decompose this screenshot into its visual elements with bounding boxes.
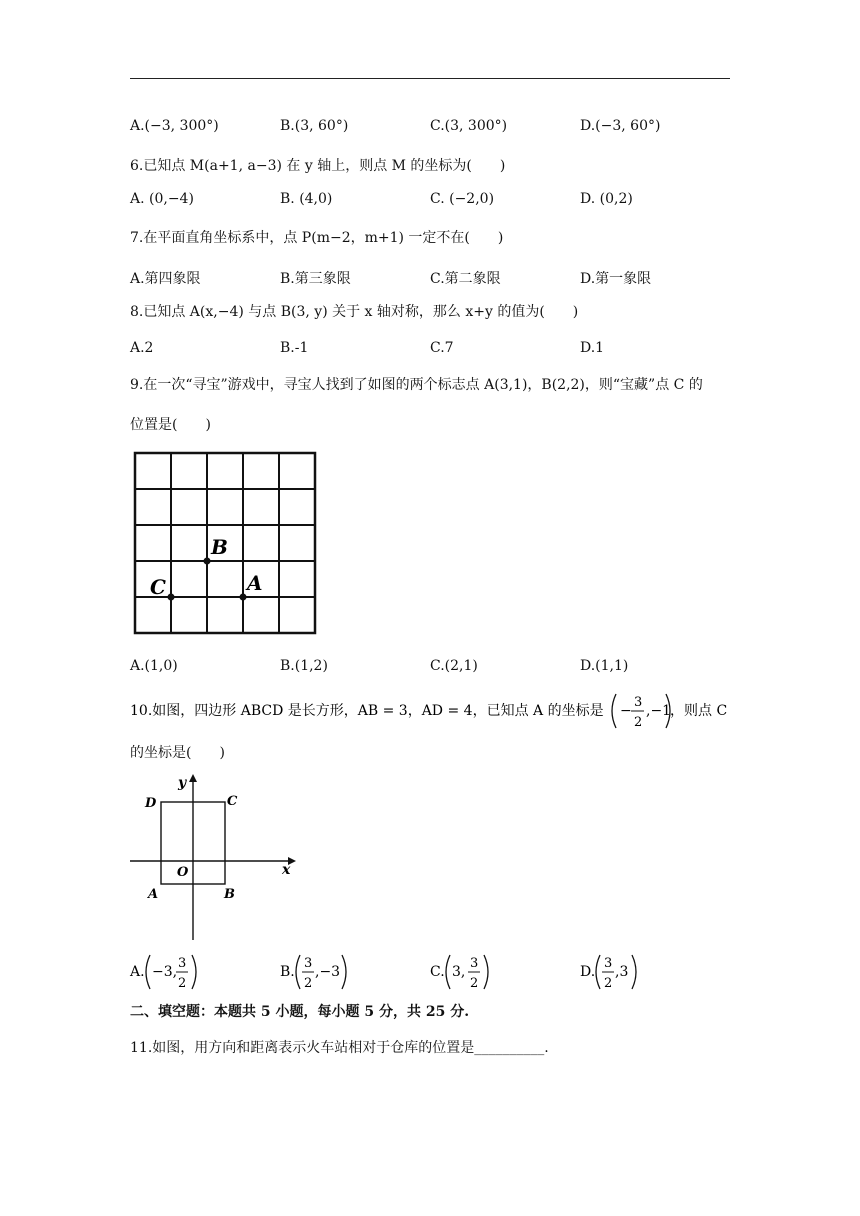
svg-text:D.: D. [580, 964, 596, 980]
svg-text:2: 2 [304, 976, 313, 991]
svg-text:D: D [145, 796, 157, 811]
svg-text:2: 2 [470, 976, 479, 991]
svg-text:3,: 3, [452, 964, 466, 980]
q8-option-a[interactable]: A.2 [130, 340, 154, 356]
q10-rectangle-figure [130, 770, 310, 945]
q6-option-a[interactable]: A. (0,−4) [130, 191, 194, 207]
q9-grid-figure [130, 449, 320, 635]
q9-label-b: B [211, 535, 228, 559]
q10-option-d[interactable] [580, 950, 660, 994]
q10-stem-tail: ，则点 C [670, 703, 728, 719]
svg-text:,−1: ,−1 [646, 703, 672, 719]
q5-option-b[interactable]: B.(3, 60°) [280, 118, 349, 134]
q5-option-d[interactable]: D.(−3, 60°) [580, 118, 661, 134]
q9-stem-line1: 9.在一次“寻宝”游戏中，寻宝人找到了如图的两个标志点 A(3,1)，B(2,2)，则“宝藏”点 C 的 [130, 377, 703, 393]
q7-stem: 7.在平面直角坐标系中，点 P(m−2，m+1) 一定不在( ) [130, 230, 504, 246]
svg-text:2: 2 [634, 715, 643, 730]
svg-text:3: 3 [470, 956, 479, 971]
svg-text:x: x [282, 862, 291, 878]
q6-option-c[interactable]: C. (−2,0) [430, 191, 495, 207]
q10-stem-text: 10.如图，四边形 ABCD 是长方形，AB = 3，AD = 4，已知点 A 的坐标是 [130, 703, 604, 719]
q10-stem-line2: 的坐标是( ) [130, 745, 225, 761]
q6-option-b[interactable]: B. (4,0) [280, 191, 333, 207]
svg-text:2: 2 [604, 976, 613, 991]
svg-text:B: B [224, 887, 235, 902]
q7-option-a[interactable]: A.第四象限 [130, 271, 201, 287]
q7-option-b[interactable]: B.第三象限 [280, 271, 351, 287]
q9-point-c [168, 594, 175, 601]
q6-option-d[interactable]: D. (0,2) [580, 191, 633, 207]
svg-text:3: 3 [604, 956, 613, 971]
svg-text:3: 3 [178, 956, 187, 971]
q9-stem-line2: 位置是( ) [130, 417, 211, 433]
q9-option-d[interactable]: D.(1,1) [580, 658, 629, 674]
q10-option-c[interactable] [430, 950, 510, 994]
q9-label-c: C [150, 575, 166, 599]
svg-text:O: O [177, 865, 189, 880]
q11-stem: 11.如图，用方向和距离表示火车站相对于仓库的位置是__________. [130, 1040, 549, 1056]
q5-option-a[interactable]: A.(−3, 300°) [130, 118, 219, 134]
svg-text:C: C [227, 794, 238, 809]
svg-text:y: y [178, 775, 187, 791]
svg-text:,3: ,3 [615, 964, 629, 980]
q9-label-a: A [247, 571, 263, 595]
q10-stem-line1 [130, 688, 734, 734]
q10-option-a[interactable] [130, 950, 210, 994]
svg-text:,−3: ,−3 [315, 964, 341, 980]
q9-point-b [204, 558, 211, 565]
svg-text:−3,: −3, [152, 964, 178, 980]
q10-option-b[interactable] [280, 950, 360, 994]
svg-text:2: 2 [178, 976, 187, 991]
svg-text:−: − [620, 703, 632, 719]
svg-text:3: 3 [304, 956, 313, 971]
svg-text:C.: C. [430, 964, 445, 980]
q9-point-a [240, 594, 247, 601]
svg-text:B.: B. [280, 964, 295, 980]
q6-stem: 6.已知点 M(a+1, a−3) 在 y 轴上，则点 M 的坐标为( ) [130, 158, 506, 174]
q9-option-a[interactable]: A.(1,0) [130, 658, 178, 674]
q9-option-c[interactable]: C.(2,1) [430, 658, 478, 674]
q8-option-d[interactable]: D.1 [580, 340, 605, 356]
q8-stem: 8.已知点 A(x,−4) 与点 B(3, y) 关于 x 轴对称，那么 x+y 的值为( ) [130, 304, 579, 320]
svg-text:A.: A. [130, 964, 145, 980]
q7-option-c[interactable]: C.第二象限 [430, 271, 501, 287]
q5-option-c[interactable]: C.(3, 300°) [430, 118, 508, 134]
svg-text:3: 3 [634, 695, 643, 710]
header-rule [130, 78, 730, 79]
svg-text:A: A [148, 887, 159, 902]
q8-option-b[interactable]: B.-1 [280, 340, 309, 356]
q7-option-d[interactable]: D.第一象限 [580, 271, 652, 287]
q8-option-c[interactable]: C.7 [430, 340, 454, 356]
section-title: 二、填空题：本题共 5 小题，每小题 5 分，共 25 分. [130, 1004, 470, 1020]
q9-option-b[interactable]: B.(1,2) [280, 658, 328, 674]
